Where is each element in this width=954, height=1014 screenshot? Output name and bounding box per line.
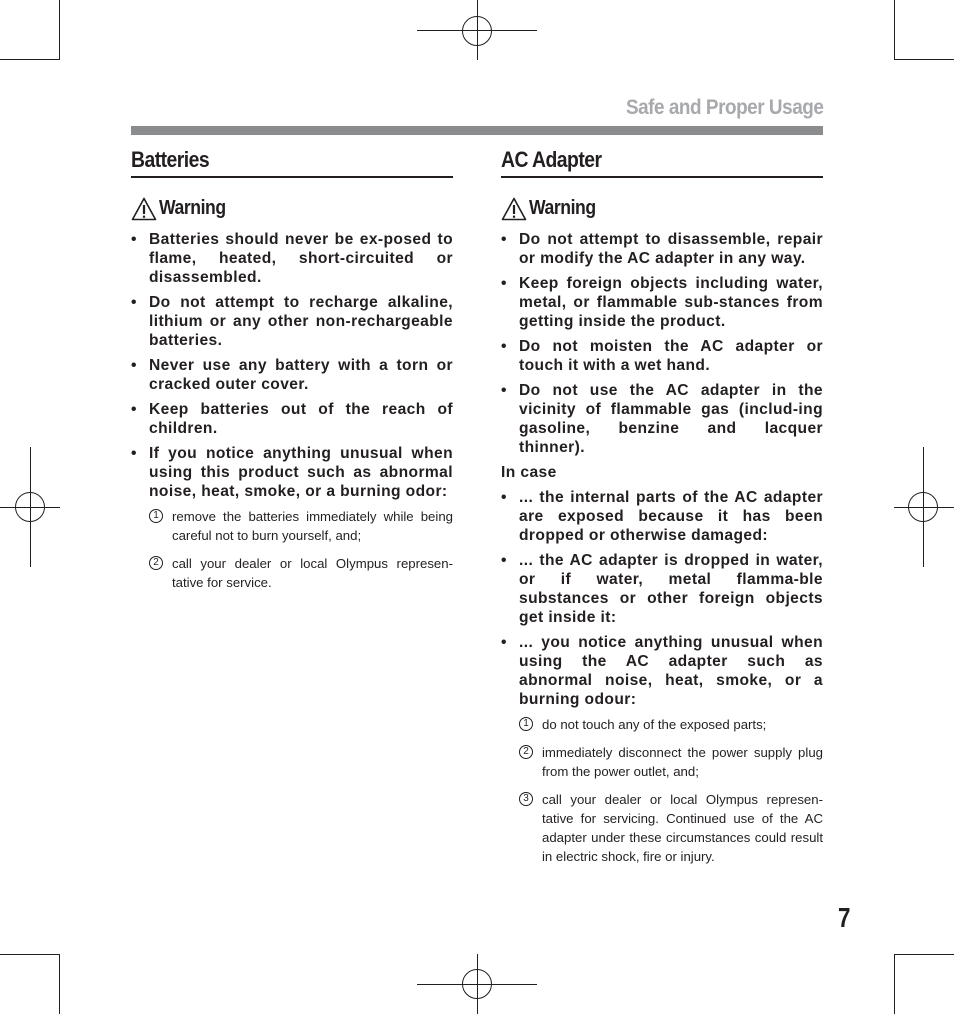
warning-heading: [501, 194, 823, 224]
crop-mark: [59, 954, 60, 1014]
step-number: 1: [519, 717, 533, 731]
step-text: remove the batteries immediately while being careful not to burn yourself, and;: [172, 508, 453, 543]
section-divider: [501, 176, 823, 178]
list-item: [131, 230, 453, 287]
bullet: •: [501, 381, 507, 399]
bullet: •: [131, 356, 137, 374]
list-item: [501, 230, 823, 268]
section-title: Batteries: [131, 147, 210, 172]
case-list: [501, 488, 823, 709]
list-item: [131, 444, 453, 501]
list-item: [501, 381, 823, 457]
crop-mark: [894, 59, 954, 60]
warning-triangle-icon: [131, 197, 157, 221]
crop-mark: [894, 954, 895, 1014]
step-number: 2: [149, 556, 163, 570]
crop-mark: [0, 59, 60, 60]
list-item: [131, 293, 453, 350]
bullet: •: [501, 488, 507, 506]
bullet: •: [131, 230, 137, 248]
list-item-text: Do not attempt to recharge alkaline, lithium or any other non-rechargeable batteries.: [149, 293, 453, 349]
step-list: [519, 715, 823, 866]
list-item: [131, 356, 453, 394]
list-item-text: Do not moisten the AC adapter or touch it with a wet hand.: [519, 337, 823, 374]
registration-circle: [15, 492, 45, 522]
warning-heading: [131, 194, 453, 224]
bullet: •: [131, 293, 137, 311]
list-item: [131, 400, 453, 438]
bullet: •: [501, 337, 507, 355]
warning-triangle-icon: [501, 197, 527, 221]
warning-list: [501, 230, 823, 457]
step-item: [519, 790, 823, 866]
step-item: [519, 715, 823, 734]
crop-mark: [59, 0, 60, 60]
step-item: [149, 554, 453, 592]
list-item: [501, 551, 823, 627]
section-divider: [131, 176, 453, 178]
crop-mark: [0, 954, 60, 955]
page-header-title: Safe and Proper Usage: [625, 96, 823, 119]
step-number: 1: [149, 509, 163, 523]
list-item-text: ... you notice anything unusual when using the AC adapter such as abnormal noise, heat, smoke, or a burning odour:: [519, 633, 823, 708]
bullet: •: [501, 274, 507, 292]
step-item: [519, 743, 823, 781]
step-text: do not touch any of the exposed parts;: [542, 716, 767, 732]
warning-label: Warning: [159, 197, 226, 220]
list-item: [501, 633, 823, 709]
header-bar: [131, 126, 823, 135]
registration-circle: [908, 492, 938, 522]
bullet: •: [131, 444, 137, 462]
in-case-heading: In case: [501, 463, 557, 481]
list-item: [501, 488, 823, 545]
crop-mark: [894, 954, 954, 955]
page-number: 7: [838, 902, 851, 933]
list-item-text: Keep batteries out of the reach of children.: [149, 400, 453, 437]
step-list: [149, 507, 453, 592]
list-item-text: If you notice anything unusual when using this product such as abnormal noise, heat, smoke, or a burning odor:: [149, 444, 453, 500]
list-item-text: Batteries should never be ex-posed to flame, heated, short-circuited or disassembled.: [149, 230, 453, 286]
list-item-text: Keep foreign objects including water, metal, or flammable sub-stances from getting inside the product.: [519, 274, 823, 330]
crop-mark: [894, 0, 895, 60]
list-item: [501, 274, 823, 331]
registration-circle: [462, 16, 492, 46]
list-item-text: Never use any battery with a torn or cracked outer cover.: [149, 356, 453, 393]
step-number: 3: [519, 792, 533, 806]
step-text: call your dealer or local Olympus represen-tative for servicing. Continued use of the AC adapter under these circumstances could result in electric shock, fire or injury.: [542, 791, 823, 864]
warning-label: Warning: [529, 197, 596, 220]
step-text: immediately disconnect the power supply plug from the power outlet, and;: [542, 744, 823, 779]
list-item-text: ... the AC adapter is dropped in water, or if water, metal flamma-ble substances or other foreign objects get inside it:: [519, 551, 823, 626]
list-item-text: Do not use the AC adapter in the vicinity of flammable gas (includ-ing gasoline, benzine and lacquer thinner).: [519, 381, 823, 456]
list-item: [501, 337, 823, 375]
bullet: •: [501, 633, 507, 651]
list-item-text: Do not attempt to disassemble, repair or modify the AC adapter in any way.: [519, 230, 823, 267]
bullet: •: [501, 230, 507, 248]
warning-list: [131, 230, 453, 501]
list-item-text: ... the internal parts of the AC adapter are exposed because it has been dropped or otherwise damaged:: [519, 488, 823, 544]
bullet: •: [501, 551, 507, 569]
step-item: [149, 507, 453, 545]
step-text: call your dealer or local Olympus represen-tative for service.: [172, 555, 453, 590]
ac-adapter-section: [501, 146, 823, 875]
step-number: 2: [519, 745, 533, 759]
bullet: •: [131, 400, 137, 418]
batteries-section: [131, 146, 453, 601]
registration-circle: [462, 969, 492, 999]
section-title: AC Adapter: [501, 147, 602, 172]
